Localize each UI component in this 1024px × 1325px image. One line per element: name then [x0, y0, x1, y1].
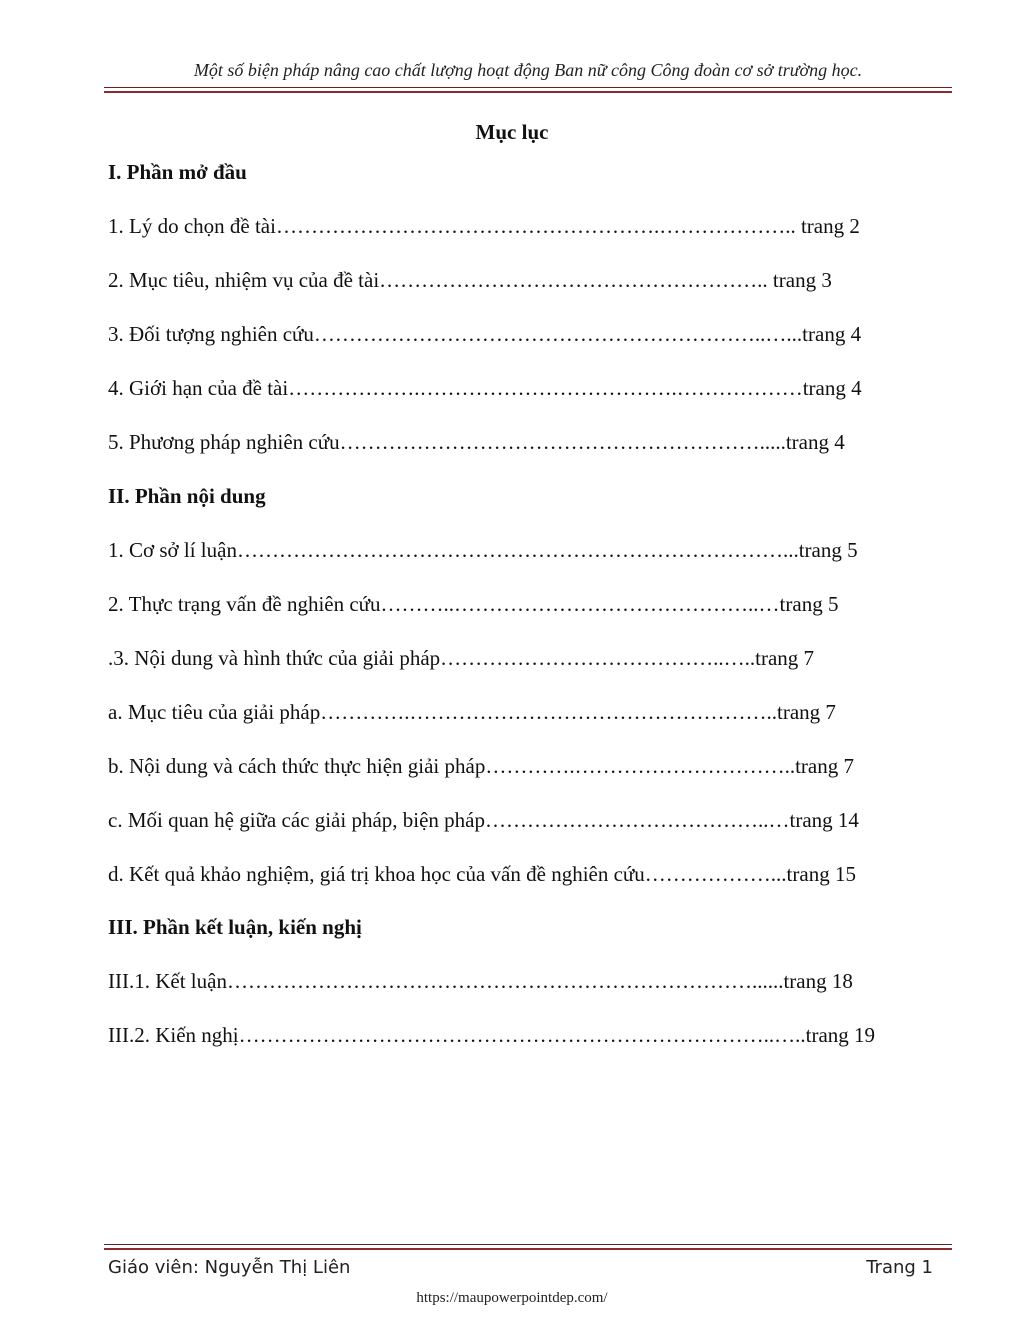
toc-item: d. Kết quả khảo nghiệm, giá trị khoa học của vấn đề nghiên cứu………………...trang 15 [108, 862, 856, 886]
page-title: Mục lục [475, 120, 549, 144]
footer-divider [104, 1244, 952, 1250]
toc-item: 1. Cơ sở lí luận……………………………………………………………………...trang 5 [108, 538, 858, 562]
section-heading-1: I. Phần mở đầu [108, 160, 247, 184]
toc-item: b. Nội dung và cách thức thực hiện giải pháp………….…………………………..trang 7 [108, 754, 854, 778]
toc-item: c. Mối quan hệ giữa các giải pháp, biện pháp…………………………………..…trang 14 [108, 808, 859, 832]
footer-url: https://maupowerpointdep.com/ [416, 1290, 608, 1306]
toc-item: 2. Thực trạng vấn đề nghiên cứu………..……………………………………..…trang 5 [108, 592, 839, 616]
toc-item: 5. Phương pháp nghiên cứu…………………………………………………….....trang 4 [108, 430, 845, 454]
section-heading-3: III. Phần kết luận, kiến nghị [108, 915, 362, 939]
toc-item: 2. Mục tiêu, nhiệm vụ của đề tài……………………………………………….. trang 3 [108, 268, 832, 292]
page-header: Một số biện pháp nâng cao chất lượng hoạt động Ban nữ công Công đoàn cơ sở trường học. [193, 60, 863, 80]
footer-teacher: Giáo viên: Nguyễn Thị Liên [108, 1257, 351, 1278]
header-divider [104, 87, 952, 93]
toc-item: .3. Nội dung và hình thức của giải pháp…………………………………..…..trang 7 [108, 646, 815, 670]
toc-item: 4. Giới hạn của đề tài……………….……………………………….………………trang 4 [108, 376, 862, 400]
toc-item: a. Mục tiêu của giải pháp………….……………………………………………..trang 7 [108, 700, 836, 724]
section-heading-2: II. Phần nội dung [108, 484, 266, 508]
footer-page-number: Trang 1 [866, 1257, 933, 1278]
toc-item: III.1. Kết luận…………………………………………………………………......trang 18 [108, 969, 853, 993]
toc-item: 3. Đối tượng nghiên cứu………………………………………………………..…...trang 4 [108, 322, 862, 346]
toc-item: 1. Lý do chọn đề tài……………………………………………….……………….. trang 2 [108, 214, 860, 238]
toc-item: III.2. Kiến nghị…………………………………………………………………..…..trang 19 [108, 1023, 876, 1047]
